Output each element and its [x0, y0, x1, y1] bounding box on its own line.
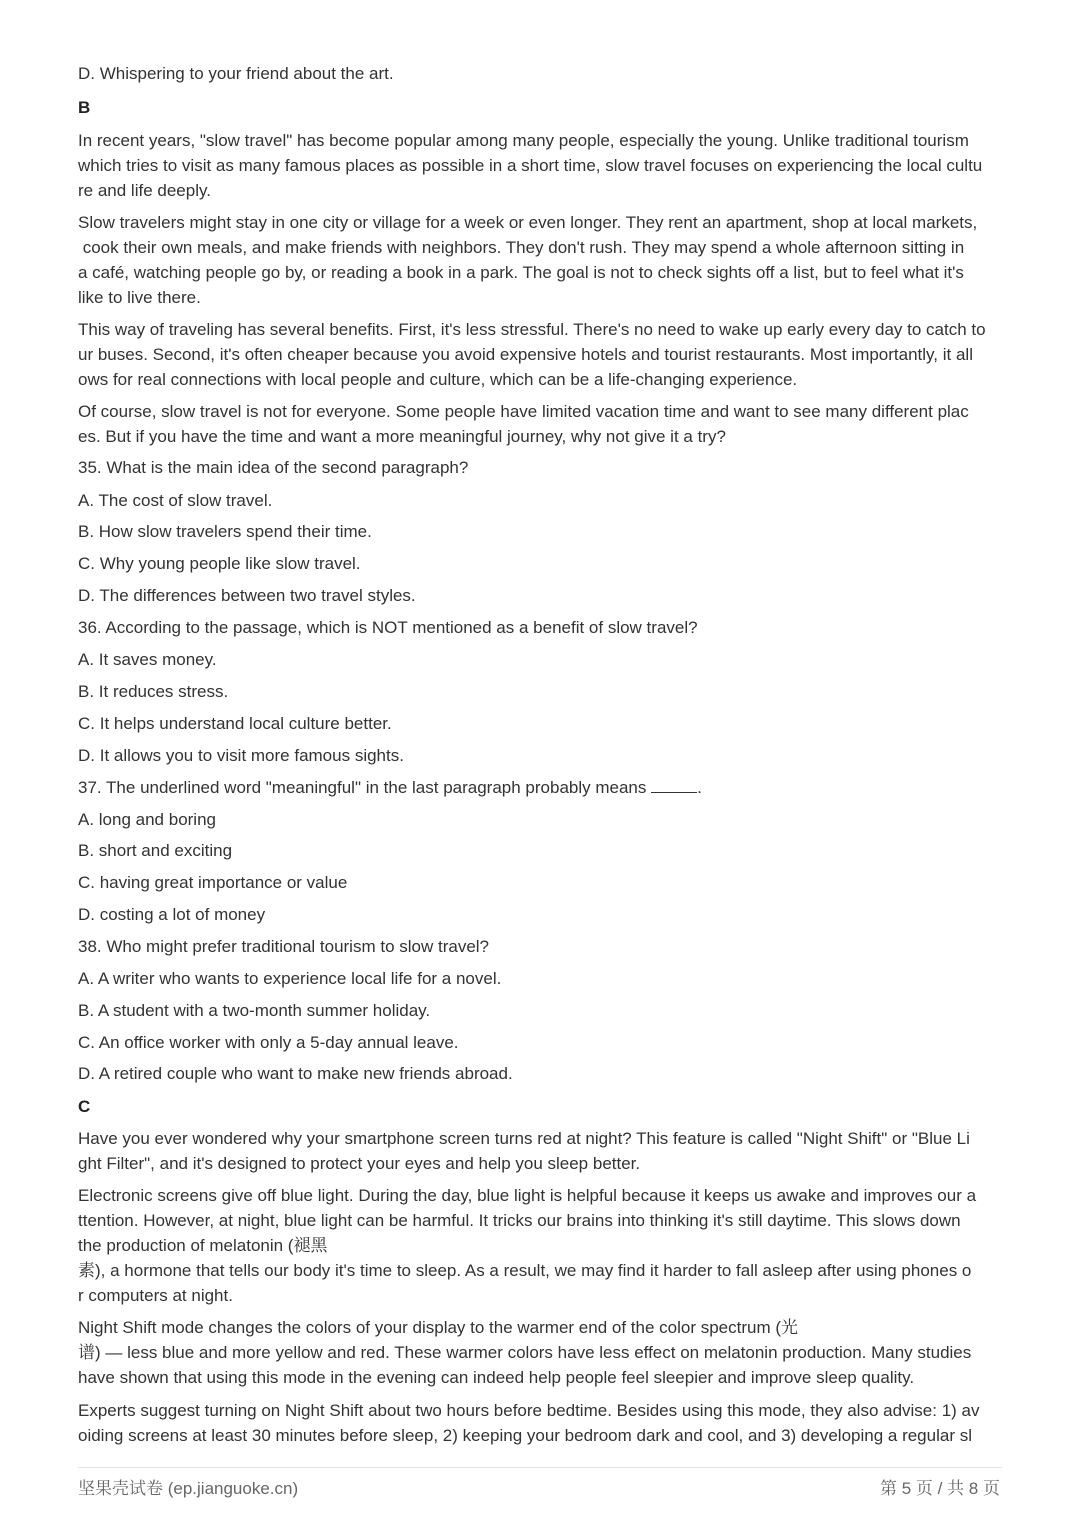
- text-line: es. But if you have the time and want a more meaningful journey, why not give it a try?: [78, 427, 726, 446]
- text-line: oiding screens at least 30 minutes before sleep, 2) keeping your bedroom dark and cool, and 3) developing a regular sl: [78, 1426, 972, 1445]
- question-37-option-c: C. having great importance or value: [78, 873, 348, 892]
- question-36-option-b: B. It reduces stress.: [78, 682, 229, 701]
- text-line: 谱) — less blue and more yellow and red. These warmer colors have less effect on melatonin production. Many studies: [78, 1343, 972, 1362]
- passage-b-paragraph-4: [78, 399, 1008, 449]
- text-line: Of course, slow travel is not for everyone. Some people have limited vacation time and want to see many different plac: [78, 402, 969, 421]
- passage-c-paragraph-2: [78, 1183, 1008, 1308]
- question-37-option-b: B. short and exciting: [78, 841, 233, 860]
- text-line: Night Shift mode changes the colors of your display to the warmer end of the color spectrum (光: [78, 1318, 799, 1337]
- question-36-option-c: C. It helps understand local culture better.: [78, 714, 392, 733]
- footer-divider: [78, 1467, 1002, 1468]
- text-line: Electronic screens give off blue light. During the day, blue light is helpful because it keeps us awake and improves our a: [78, 1186, 977, 1205]
- text-line: 素), a hormone that tells our body it's time to sleep. As a result, we may find it harder to fall asleep after using phones o: [78, 1261, 972, 1280]
- question-37-stem-text: 37. The underlined word "meaningful" in the last paragraph probably means: [78, 778, 647, 797]
- text-line: ttention. However, at night, blue light can be harmful. It tricks our brains into thinking it's still daytime. This slows down: [78, 1211, 961, 1230]
- text-line: ows for real connections with local people and culture, which can be a life-changing experience.: [78, 370, 798, 389]
- question-38-option-b: B. A student with a two-month summer holiday.: [78, 1001, 431, 1020]
- question-38-option-d: D. A retired couple who want to make new friends abroad.: [78, 1064, 513, 1083]
- text-line: Slow travelers might stay in one city or village for a week or even longer. They rent an apartment, shop at local markets,: [78, 213, 978, 232]
- footer-source: 坚果壳试卷 (ep.jianguoke.cn): [78, 1479, 299, 1498]
- question-37-stem: [78, 776, 702, 800]
- text-line: which tries to visit as many famous places as possible in a short time, slow travel focuses on experiencing the local cultu: [78, 156, 983, 175]
- question-35-option-a: A. The cost of slow travel.: [78, 491, 273, 510]
- passage-c-paragraph-1: [78, 1126, 1008, 1176]
- passage-c-paragraph-3: [78, 1315, 1008, 1390]
- text-line: ght Filter", and it's designed to protect your eyes and help you sleep better.: [78, 1154, 641, 1173]
- answer-blank: [651, 777, 697, 793]
- question-38-option-c: C. An office worker with only a 5-day annual leave.: [78, 1033, 459, 1052]
- question-35-option-d: D. The differences between two travel styles.: [78, 586, 416, 605]
- question-38-stem: 38. Who might prefer traditional tourism to slow travel?: [78, 937, 490, 956]
- text-line: re and life deeply.: [78, 181, 211, 200]
- question-37-stem-end: .: [697, 778, 702, 797]
- passage-c-paragraph-4: [78, 1398, 1008, 1448]
- question-35-option-c: C. Why young people like slow travel.: [78, 554, 361, 573]
- question-36-option-d: D. It allows you to visit more famous sights.: [78, 746, 404, 765]
- text-line: Experts suggest turning on Night Shift about two hours before bedtime. Besides using this mode, they also advise: 1) av: [78, 1401, 980, 1420]
- text-line: like to live there.: [78, 288, 201, 307]
- question-38-option-a: A. A writer who wants to experience local life for a novel.: [78, 969, 502, 988]
- question-35-option-b: B. How slow travelers spend their time.: [78, 522, 372, 541]
- text-line: the production of melatonin (褪黑: [78, 1236, 328, 1255]
- text-line: cook their own meals, and make friends with neighbors. They don't rush. They may spend a whole afternoon sitting in: [78, 238, 965, 257]
- page-counter: 第 5 页 / 共 8 页: [880, 1479, 1000, 1498]
- section-b-letter: B: [78, 98, 91, 117]
- passage-b-paragraph-3: [78, 317, 1008, 392]
- passage-b-paragraph-1: [78, 128, 1008, 203]
- text-line: r computers at night.: [78, 1286, 233, 1305]
- passage-b-paragraph-2: [78, 210, 1008, 310]
- text-line: In recent years, "slow travel" has become popular among many people, especially the young. Unlike traditional tourism: [78, 131, 969, 150]
- text-line: have shown that using this mode in the evening can indeed help people feel sleepier and improve sleep quality.: [78, 1368, 915, 1387]
- question-37-option-d: D. costing a lot of money: [78, 905, 266, 924]
- question-36-option-a: A. It saves money.: [78, 650, 217, 669]
- text-line: a café, watching people go by, or reading a book in a park. The goal is not to check sights off a list, but to feel what it's: [78, 263, 964, 282]
- clipped-option-line: D. Whispering to your friend about the art.: [78, 64, 394, 83]
- text-line: ur buses. Second, it's often cheaper because you avoid expensive hotels and tourist restaurants. Most importantly, it all: [78, 345, 973, 364]
- question-37-option-a: A. long and boring: [78, 810, 216, 829]
- text-line: Have you ever wondered why your smartphone screen turns red at night? This feature is called "Night Shift" or "Blue Li: [78, 1129, 970, 1148]
- section-c-letter: C: [78, 1097, 91, 1116]
- text-line: This way of traveling has several benefits. First, it's less stressful. There's no need to wake up early every day to catch to: [78, 320, 986, 339]
- question-36-stem: 36. According to the passage, which is NOT mentioned as a benefit of slow travel?: [78, 618, 698, 637]
- question-35-stem: 35. What is the main idea of the second paragraph?: [78, 458, 469, 477]
